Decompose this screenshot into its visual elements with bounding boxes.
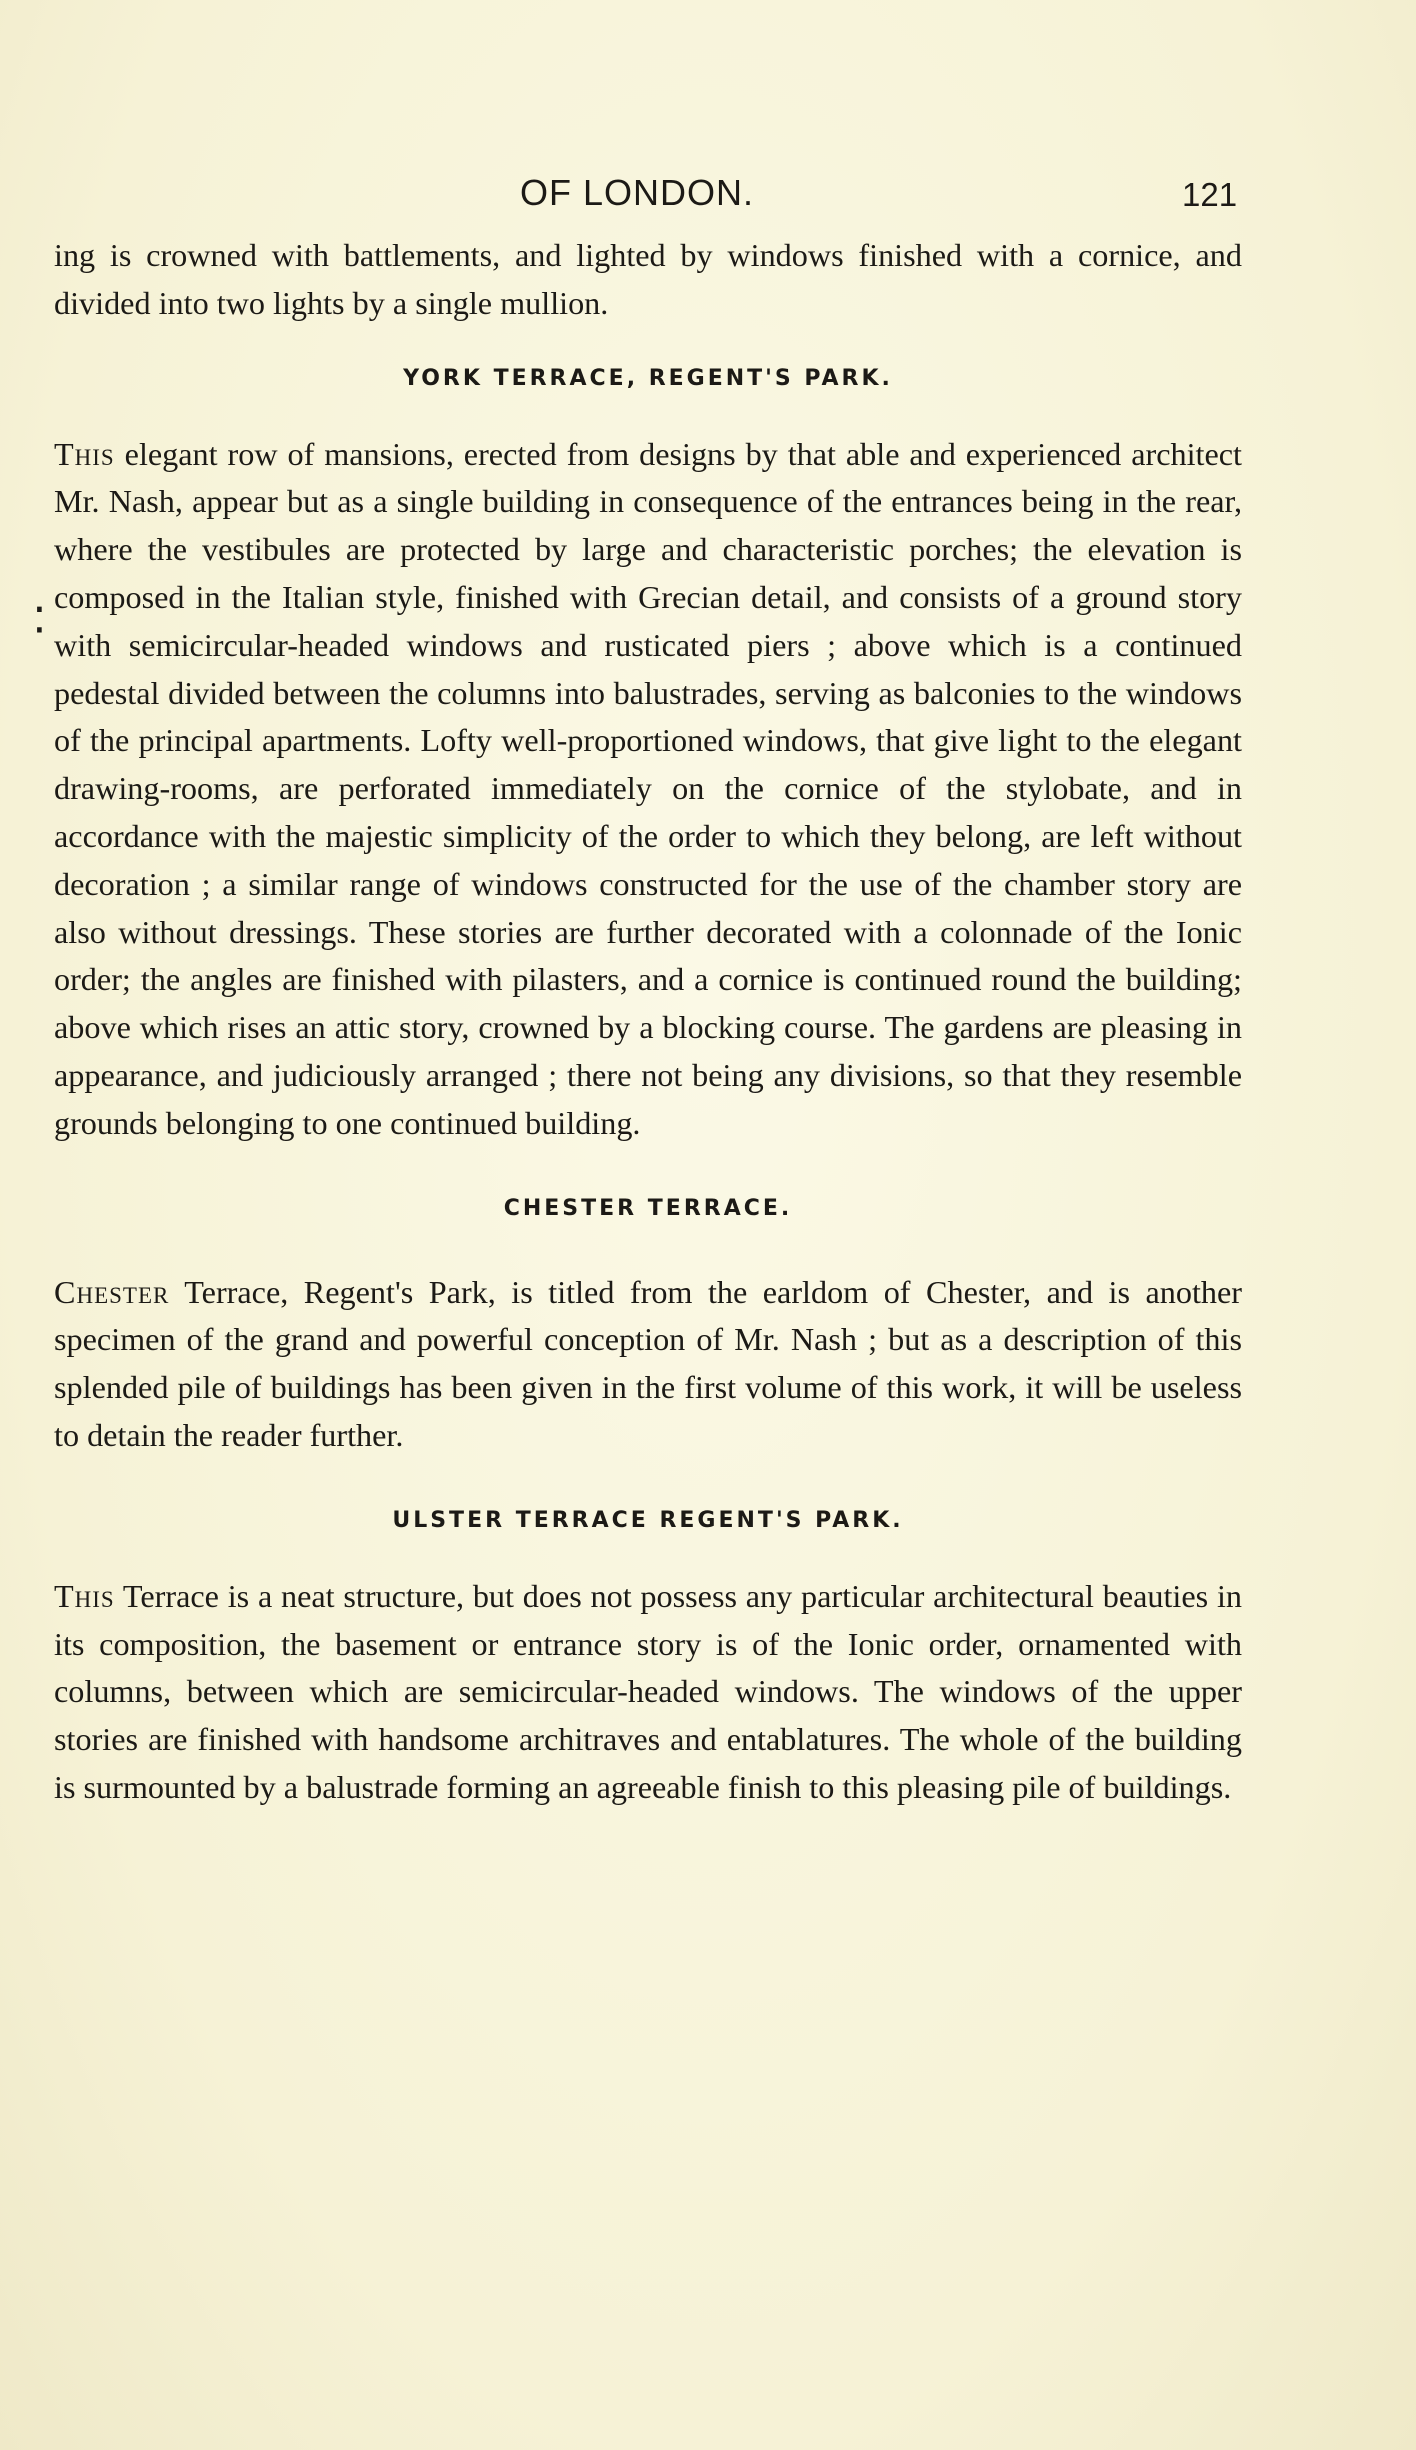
section-heading-york-terrace: YORK TERRACE, REGENT'S PARK.	[403, 365, 893, 391]
paragraph-body: Terrace is a neat structure, but does not possess any particular architectural beauties in its composition, the basement or entrance story is of the Ionic order, ornamented with columns, between which are semicircular-headed windows. The windows of the upper stories are finished with handsome architraves and entablatures. The whole of the building is surmounted by a balustrade forming an agreeable finish to this pleasing pile of buildings.	[54, 1577, 1242, 1805]
paragraph-lead-word: Chester	[54, 1273, 170, 1310]
continued-paragraph: ing is crowned with battlements, and lighted by windows finished with a cornice, and divided into two lights by a single mullion.	[54, 237, 1242, 321]
paragraph-york-terrace	[54, 431, 1242, 1148]
section-heading-chester-terrace: CHESTER TERRACE.	[503, 1195, 793, 1221]
paragraph-lead-word: This	[54, 1577, 115, 1614]
paragraph-body: elegant row of mansions, erected from designs by that able and experienced architect Mr. Nash, appear but as a single building in consequence of the entrances being in the rear, where the vestibules are protected by large and characteristic porches; the elevation is composed in the Italian style, finished with Grecian detail, and consists of a ground story with semicircular-headed windows and rusticated piers ; above which is a continued pedestal divided between the columns into balustrades, serving as balconies to the windows of the principal apartments. Lofty well-proportioned windows, that give light to the elegant drawing-rooms, are perforated immediately on the cornice of the stylobate, and in accordance with the majestic simplicity of the order to which they belong, are left without decoration ; a similar range of windows constructed for the use of the chamber story are also without dressings. These stories are further decorated with a colonnade of the Ionic order; the angles are finished with pilasters, and a cornice is continued round the building; above which rises an attic story, crowned by a blocking course. The gardens are pleasing in appearance, and judiciously arranged ; there not being any divisions, so that they resemble grounds belonging to one continued building.	[54, 435, 1242, 1141]
page-number: 121	[1182, 176, 1238, 213]
paragraph-ulster-terrace	[54, 1573, 1242, 1812]
paragraph-body: Terrace, Regent's Park, is titled from the earldom of Chester, and is another specimen of the grand and powerful conception of Mr. Nash ; but as a description of this splended pile of buildings has been given in the first volume of this work, it will be useless to detain the reader further.	[54, 1273, 1242, 1453]
paragraph-chester-terrace	[54, 1269, 1242, 1460]
page-header	[0, 172, 1416, 222]
text-column	[54, 232, 1242, 1812]
paragraph-lead-word: This	[54, 435, 115, 472]
section-heading-ulster-terrace: ULSTER TERRACE REGENT'S PARK.	[392, 1507, 904, 1533]
running-title: OF LONDON.	[520, 172, 755, 213]
margin-mark: ⁚	[34, 603, 45, 640]
